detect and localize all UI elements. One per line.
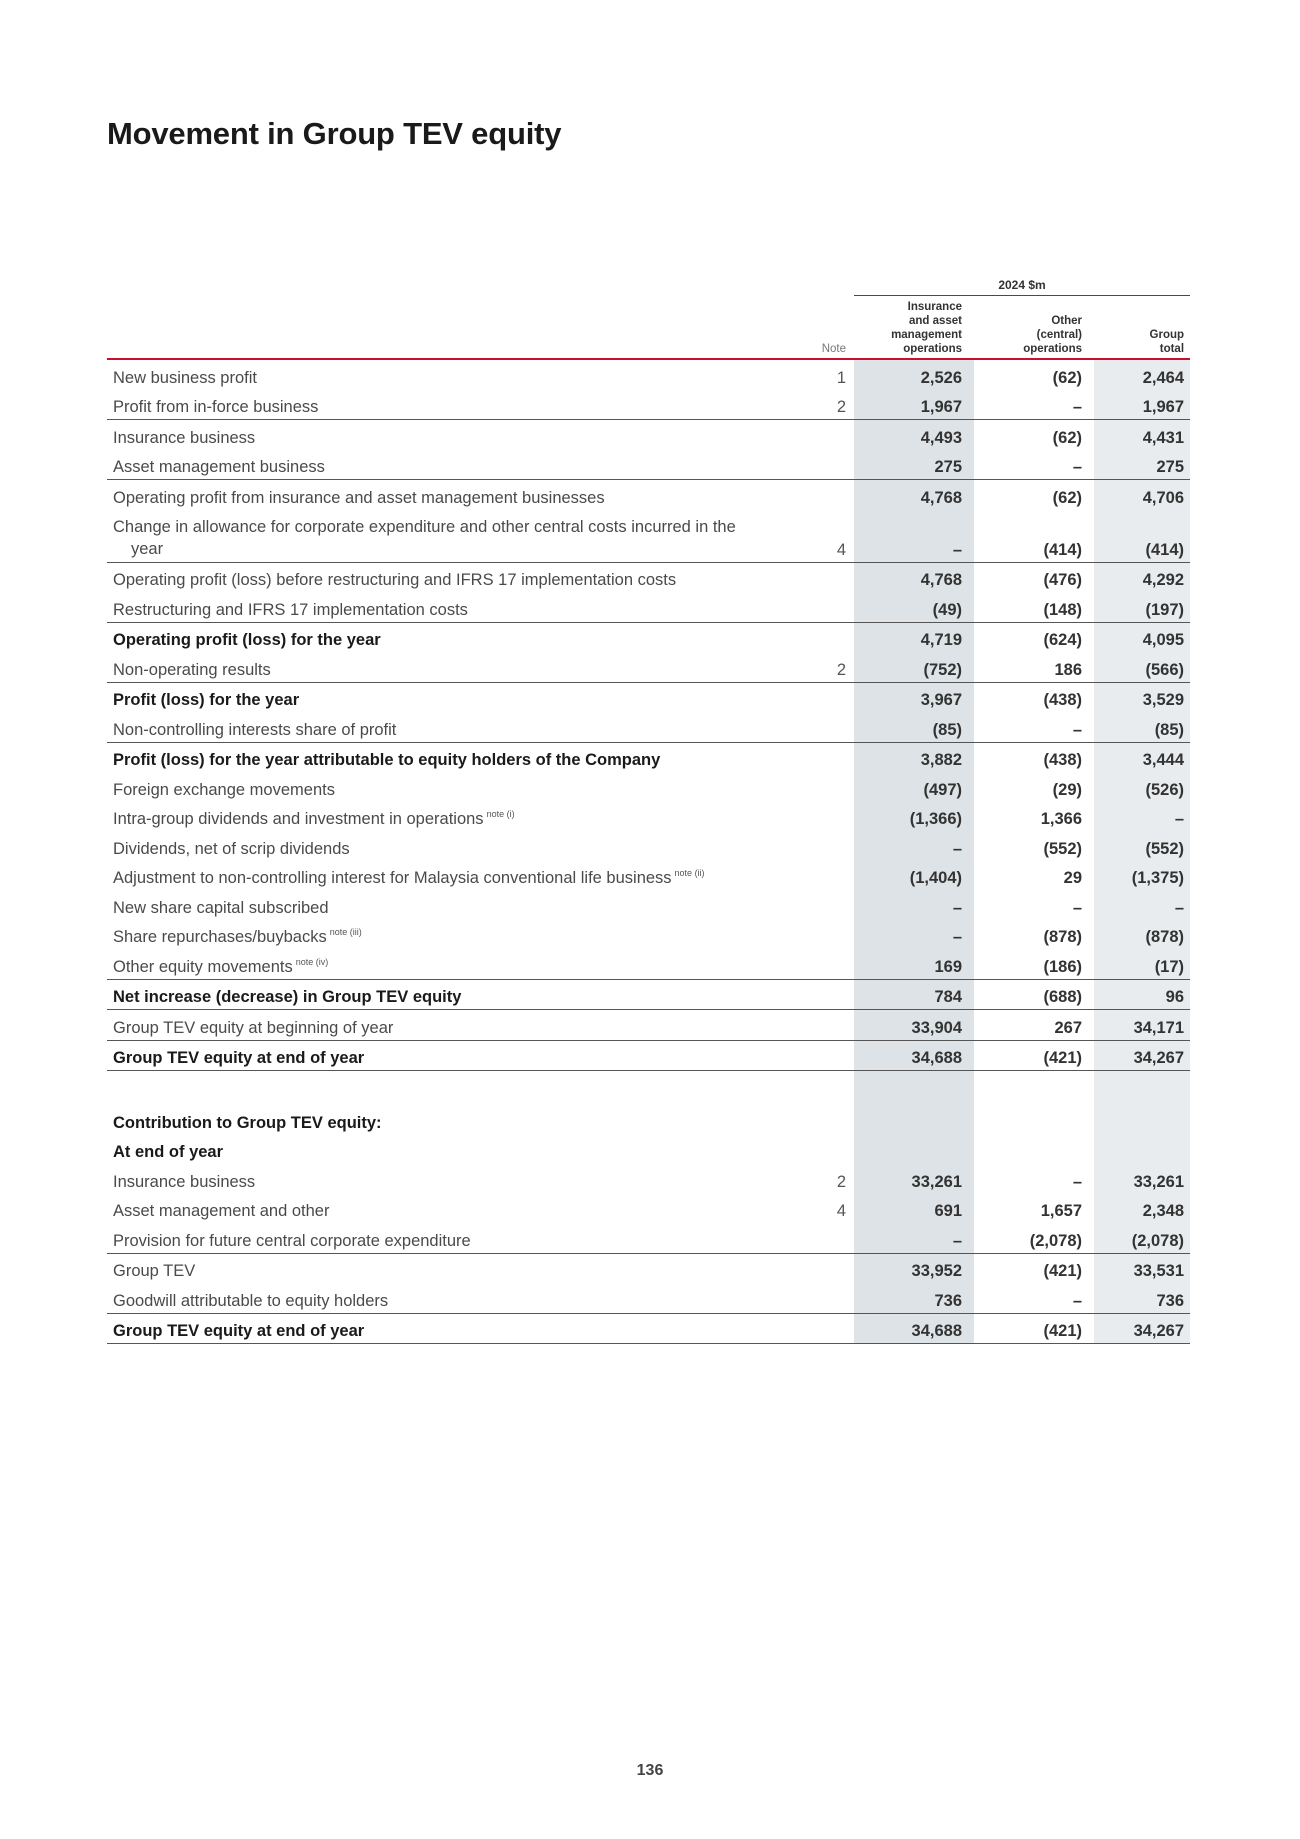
row-label (107, 949, 739, 979)
tev-equity-table-container (107, 270, 1190, 1344)
group-total-value: (197) (1094, 592, 1190, 622)
insurance-asset-mgmt-value: (85) (854, 712, 974, 742)
insurance-asset-mgmt-value: 34,688 (854, 1313, 974, 1344)
row-label (107, 920, 739, 950)
row-label-text: Change in allowance for corporate expenditure and other central costs incurred in the (113, 517, 736, 536)
other-central-value: – (1072, 458, 1082, 476)
other-central-value: – (1072, 1172, 1082, 1191)
row-label-text: New share capital subscribed (113, 898, 329, 917)
group-total-value: 3,529 (1094, 682, 1190, 712)
table-row (107, 802, 1190, 832)
note-number (739, 1313, 854, 1344)
row-label-text: Group TEV (113, 1262, 196, 1280)
note-number: 4 (836, 1202, 846, 1220)
note-number (739, 1253, 854, 1283)
insurance-asset-mgmt-value: 33,261 (854, 1164, 974, 1194)
table-row (107, 949, 1190, 979)
row-label-text: Profit (loss) for the year attributable to equity holders of the Company (113, 751, 661, 769)
group-total-value: 33,531 (1094, 1253, 1190, 1283)
note-number (739, 920, 854, 950)
other-central-value: (878) (1043, 928, 1082, 946)
group-total-value: (85) (1094, 712, 1190, 742)
note-number: 2 (836, 660, 846, 679)
insurance-asset-mgmt-value: 4,493 (854, 420, 974, 450)
empty-cell (974, 1105, 1094, 1135)
table-row (107, 390, 1190, 420)
insurance-asset-mgmt-value: (752) (854, 652, 974, 682)
group-total-value: (526) (1094, 772, 1190, 802)
group-total-value: 4,706 (1094, 480, 1190, 510)
note-number (739, 1223, 854, 1253)
other-central-value: 267 (974, 1010, 1094, 1041)
row-label (107, 420, 739, 450)
group-total-value: 736 (1094, 1283, 1190, 1313)
tev-equity-table (107, 270, 1190, 1344)
table-row (107, 510, 1190, 563)
note-number (739, 712, 854, 742)
note-number (739, 450, 854, 480)
row-label (107, 622, 739, 652)
other-central-value: (552) (1043, 839, 1082, 858)
table-row (107, 682, 1190, 712)
row-label-text: Insurance business (113, 1172, 256, 1191)
note-number (739, 682, 854, 712)
period-header-row (107, 270, 1190, 296)
row-label (107, 1283, 739, 1313)
table-row (107, 359, 1190, 390)
group-total-value: (1,375) (1094, 861, 1190, 891)
other-central-value: (421) (974, 1253, 1094, 1283)
row-label (107, 831, 739, 861)
header-line: Other (1051, 315, 1082, 327)
note-number (739, 890, 854, 920)
other-central-value: (421) (974, 1313, 1094, 1344)
other-central-value: 186 (1054, 660, 1082, 679)
header-line: operations (903, 343, 962, 355)
table-row (107, 1010, 1190, 1041)
other-central-value: (421) (974, 1040, 1094, 1071)
insurance-asset-mgmt-value: 2,526 (854, 359, 974, 390)
page-title: Movement in Group TEV equity (107, 116, 562, 151)
table-row (107, 562, 1190, 592)
other-central-value: 1,657 (1040, 1202, 1082, 1220)
group-total-value: (17) (1094, 949, 1190, 979)
group-total-value: 3,444 (1094, 742, 1190, 772)
row-label-text: Group TEV equity at beginning of year (113, 1018, 394, 1037)
insurance-asset-mgmt-value: 275 (854, 450, 974, 480)
table-row (107, 622, 1190, 652)
other-central-value: (438) (974, 742, 1094, 772)
table-row (107, 1253, 1190, 1283)
contribution-subheading (107, 1135, 1190, 1165)
insurance-asset-mgmt-value: 691 (854, 1194, 974, 1224)
insurance-asset-mgmt-value: (1,404) (854, 861, 974, 891)
row-label (107, 1040, 739, 1071)
row-label-text: Asset management and other (113, 1202, 330, 1220)
other-central-value: (62) (974, 359, 1094, 390)
row-label (107, 861, 739, 891)
other-central-value: (414) (1043, 540, 1082, 559)
row-label-text: Operating profit (loss) for the year (113, 631, 381, 649)
empty-cell (854, 1135, 974, 1165)
table-row (107, 979, 1190, 1010)
row-label-text: Non-operating results (113, 660, 271, 679)
group-total-value: 275 (1094, 450, 1190, 480)
insurance-asset-mgmt-value: – (854, 920, 974, 950)
table-row (107, 652, 1190, 682)
group-total-value: 2,464 (1094, 359, 1190, 390)
group-total-value: 34,267 (1094, 1313, 1190, 1344)
group-total-value: (566) (1094, 652, 1190, 682)
section-spacer (107, 1071, 1190, 1106)
group-total-value: (878) (1094, 920, 1190, 950)
table-row (107, 1194, 1190, 1224)
row-label (107, 480, 739, 510)
table-row (107, 920, 1190, 950)
other-central-value: – (1072, 720, 1082, 739)
other-central-value: – (1072, 398, 1082, 416)
table-row (107, 480, 1190, 510)
other-central-column-header (974, 296, 1094, 360)
note-reference: note (iv) (295, 956, 329, 967)
group-total-value: 1,967 (1094, 390, 1190, 420)
column-header-row (107, 296, 1190, 360)
row-label (107, 742, 739, 772)
row-label (107, 450, 739, 480)
note-number: 2 (836, 1172, 846, 1191)
insurance-asset-mgmt-value: – (854, 890, 974, 920)
note-number (739, 622, 854, 652)
row-label (107, 682, 739, 712)
table-row (107, 861, 1190, 891)
contribution-heading (107, 1105, 1190, 1135)
table-row (107, 831, 1190, 861)
empty-cell (854, 1105, 974, 1135)
header-line: management (891, 329, 962, 341)
header-line: Insurance (907, 301, 962, 313)
other-central-value: – (1072, 898, 1082, 917)
insurance-asset-mgmt-value: 4,768 (854, 562, 974, 592)
row-label (107, 510, 739, 563)
row-label (107, 979, 739, 1010)
note-reference: note (ii) (674, 868, 705, 878)
note-number (739, 979, 854, 1010)
table-row (107, 772, 1190, 802)
note-number: 1 (739, 359, 854, 390)
empty-cell (974, 1135, 1094, 1165)
row-label-text: Goodwill attributable to equity holders (113, 1291, 389, 1310)
group-total-value: 96 (1094, 979, 1190, 1010)
table-row (107, 1040, 1190, 1071)
page-number: 136 (636, 1762, 664, 1779)
empty-cell (1094, 1105, 1190, 1135)
row-label-text: Dividends, net of scrip dividends (113, 839, 350, 858)
row-label (107, 562, 739, 592)
other-central-value: (624) (974, 622, 1094, 652)
other-central-value: (29) (1052, 780, 1082, 799)
contribution-heading-text: Contribution to Group TEV equity: (113, 1113, 382, 1132)
row-label-text: Net increase (decrease) in Group TEV equity (113, 988, 462, 1006)
row-label (107, 592, 739, 622)
insurance-asset-mgmt-value: 4,768 (854, 480, 974, 510)
note-number (739, 1010, 854, 1041)
empty-cell (1094, 1135, 1190, 1165)
table-row (107, 420, 1190, 450)
note-number (739, 742, 854, 772)
note-column-header: Note (739, 296, 854, 360)
row-label-text: Provision for future central corporate expenditure (113, 1231, 471, 1250)
note-number (739, 831, 854, 861)
table-row (107, 1313, 1190, 1344)
table-row (107, 1223, 1190, 1253)
row-label-text: Insurance business (113, 428, 256, 447)
insurance-asset-mgmt-value: 3,882 (854, 742, 974, 772)
note-reference: note (iii) (329, 927, 362, 937)
group-total-value: (414) (1094, 510, 1190, 563)
header-line: operations (1023, 343, 1082, 355)
note-number (739, 480, 854, 510)
row-label (107, 1223, 739, 1253)
row-label-text: Profit (loss) for the year (113, 691, 300, 709)
table-row (107, 450, 1190, 480)
row-label-text: Share repurchases/buybacks (113, 928, 327, 946)
row-label-text: Group TEV equity at end of year (113, 1049, 365, 1067)
insurance-asset-mgmt-value: 33,952 (854, 1253, 974, 1283)
header-line: Group (1149, 329, 1185, 341)
group-total-value: (552) (1094, 831, 1190, 861)
other-central-value: (148) (1043, 600, 1082, 619)
row-label (107, 1010, 739, 1041)
other-central-value: (476) (974, 562, 1094, 592)
contribution-subheading-text: At end of year (113, 1143, 224, 1161)
header-line: and asset (908, 315, 962, 327)
insurance-asset-mgmt-value: 784 (854, 979, 974, 1010)
table-row (107, 1164, 1190, 1194)
empty-cell (739, 1105, 854, 1135)
note-number (739, 1040, 854, 1071)
row-label (107, 802, 739, 832)
group-total-value: (2,078) (1094, 1223, 1190, 1253)
table-row (107, 592, 1190, 622)
group-total-value: – (1094, 890, 1190, 920)
insurance-asset-mgmt-value: 4,719 (854, 622, 974, 652)
note-number (739, 861, 854, 891)
row-label-text: Non-controlling interests share of profit (113, 720, 397, 739)
group-total-value: 4,292 (1094, 562, 1190, 592)
other-central-value: 1,366 (1040, 810, 1082, 828)
other-central-value: (186) (1043, 957, 1082, 976)
group-total-value: 2,348 (1094, 1194, 1190, 1224)
row-label (107, 712, 739, 742)
insurance-asset-mgmt-value: – (854, 1223, 974, 1253)
group-total-column-header (1094, 296, 1190, 360)
row-label (107, 890, 739, 920)
other-central-value: (688) (974, 979, 1094, 1010)
row-label (107, 1253, 739, 1283)
other-central-value: 29 (1063, 869, 1082, 887)
other-central-value: (62) (974, 480, 1094, 510)
insurance-asset-mgmt-value: – (854, 510, 974, 563)
other-central-value: (438) (974, 682, 1094, 712)
insurance-asset-mgmt-value: (497) (854, 772, 974, 802)
note-number: 4 (836, 540, 846, 559)
row-label (107, 1164, 739, 1194)
row-label-text: Asset management business (113, 458, 325, 476)
table-row (107, 1283, 1190, 1313)
period-label: 2024 $m (854, 270, 1190, 296)
table-row (107, 890, 1190, 920)
row-label (107, 390, 739, 420)
row-label (107, 1313, 739, 1344)
row-label-text: New business profit (113, 368, 257, 387)
group-total-value: – (1094, 802, 1190, 832)
insurance-asset-mgmt-value: 1,967 (854, 390, 974, 420)
row-label-continuation: year (131, 539, 164, 558)
insurance-asset-mgmt-value: (49) (854, 592, 974, 622)
empty-cell (739, 1135, 854, 1165)
group-total-value: 4,095 (1094, 622, 1190, 652)
row-label-text: Intra-group dividends and investment in operations (113, 810, 484, 828)
other-central-value: (62) (974, 420, 1094, 450)
other-central-value: – (1072, 1291, 1082, 1310)
note-number (739, 772, 854, 802)
note-number (739, 802, 854, 832)
row-label (107, 359, 739, 390)
table-row (107, 742, 1190, 772)
insurance-asset-mgmt-value: 34,688 (854, 1040, 974, 1071)
insurance-asset-mgmt-value: 3,967 (854, 682, 974, 712)
row-label-text: Group TEV equity at end of year (113, 1322, 365, 1340)
insurance-asset-mgmt-value: 33,904 (854, 1010, 974, 1041)
row-label-text: Profit from in-force business (113, 398, 319, 416)
other-central-value: (2,078) (1029, 1231, 1082, 1250)
row-label (107, 1194, 739, 1224)
header-line: total (1159, 343, 1185, 355)
row-label-text: Other equity movements (113, 957, 293, 976)
row-label-text: Foreign exchange movements (113, 780, 335, 799)
note-number (739, 420, 854, 450)
row-label-text: Operating profit (loss) before restructuring and IFRS 17 implementation costs (113, 571, 677, 589)
insurance-asset-mgmt-value: – (854, 831, 974, 861)
insurance-asset-mgmt-column-header (854, 296, 974, 360)
insurance-asset-mgmt-value: (1,366) (854, 802, 974, 832)
header-line: (central) (1036, 329, 1082, 341)
note-number (739, 592, 854, 622)
group-total-value: 33,261 (1094, 1164, 1190, 1194)
row-label-text: Restructuring and IFRS 17 implementation costs (113, 600, 468, 619)
table-row (107, 712, 1190, 742)
note-number (739, 1283, 854, 1313)
note-reference: note (i) (486, 809, 515, 819)
insurance-asset-mgmt-value: 169 (854, 949, 974, 979)
row-label-text: Adjustment to non-controlling interest for Malaysia conventional life business (113, 869, 672, 887)
note-number: 2 (836, 398, 846, 416)
group-total-value: 4,431 (1094, 420, 1190, 450)
group-total-value: 34,171 (1094, 1010, 1190, 1041)
note-number (739, 562, 854, 592)
row-label-text: Operating profit from insurance and asset management businesses (113, 488, 605, 507)
note-number (739, 949, 854, 979)
row-label (107, 652, 739, 682)
row-label (107, 772, 739, 802)
insurance-asset-mgmt-value: 736 (854, 1283, 974, 1313)
group-total-value: 34,267 (1094, 1040, 1190, 1071)
